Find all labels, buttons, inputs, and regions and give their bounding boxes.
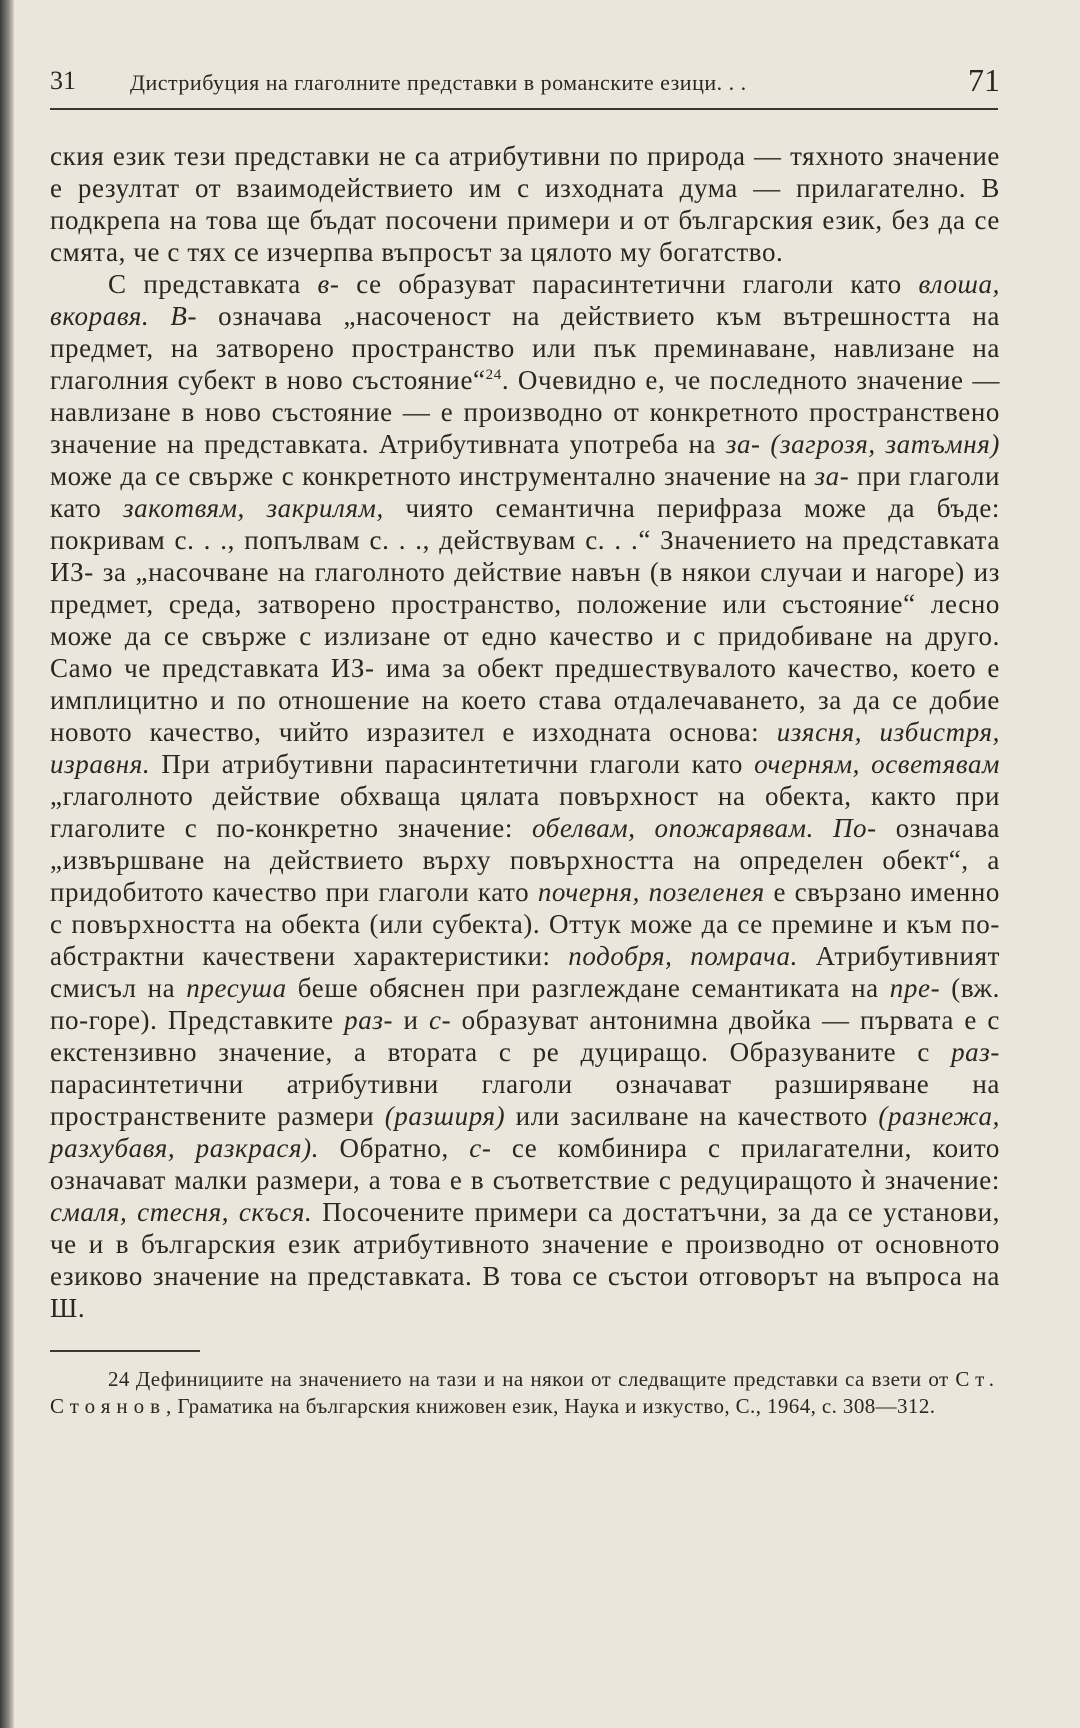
italic-term: с- <box>429 1005 452 1035</box>
italic-term: обелвам, опожарявам. По- <box>531 813 877 843</box>
text-run: се комбинира с прилагателни, които означават малки размери, а това е в съответствие с редуциращото ѝ значение: <box>50 1133 1000 1195</box>
text-run: или засилване на качеството <box>505 1101 879 1131</box>
header-rule <box>50 108 998 110</box>
italic-term: (разширя) <box>384 1101 506 1131</box>
footnote-text-end: , Граматика на българския книжовен език, Наука и изкуство, С., 1964, с. 308—312. <box>166 1394 936 1418</box>
text-run: се образуват парасинтетични глаголи като <box>339 269 919 299</box>
italic-term: почерня, позеленея <box>537 877 765 907</box>
italic-term: пресуша <box>186 973 287 1003</box>
text-run <box>149 301 170 331</box>
book-page <box>50 58 1002 1420</box>
text-run: означава „извършване на действието върху повърхността на определен обект“, а придобитото качество при глаголи като <box>50 813 1001 907</box>
text-run: и <box>393 1005 430 1035</box>
italic-term: раз- <box>344 1005 394 1035</box>
text-run: „глаголното действие обхваща цялата повърхност на обекта, както при глаголите с по-конкретно значение: <box>50 781 1000 843</box>
paragraph <box>50 140 1000 268</box>
text-run: парасинтетични атрибутивни глаголи означават разширяване на пространствените размери <box>50 1069 1000 1131</box>
footnote-text-start: Дефинициите на значението на тази и на някои от следващите представки са взети от <box>135 1367 956 1391</box>
text-run: е свързано именно с повърхността на обекта (или субекта). Оттук може да се премине и към по-абстрактни качествени характеристики: <box>50 877 1000 971</box>
italic-term: подобря, помрача. <box>568 941 798 971</box>
text-run: При атрибутивни парасинтетични глаголи като <box>150 749 755 779</box>
page-number: 71 <box>968 62 1000 98</box>
italic-term: смаля, стесня, скъся. <box>50 1197 313 1227</box>
text-run: С представката <box>108 269 318 299</box>
running-title: Дистрибуция на глаголните представки в романските езици. . . <box>130 70 747 95</box>
italic-term: изясня, избистря, изравня. <box>50 717 1000 779</box>
italic-term: влоша, вкоравя. <box>50 269 1000 331</box>
footnote-rule <box>50 1350 200 1352</box>
body-text <box>50 140 1000 1324</box>
book-spine-shadow <box>0 0 14 1728</box>
italic-term: за- (загрозя, затъмня) <box>725 429 1000 459</box>
italic-term: закотвям, закрилям, <box>122 493 384 523</box>
footnote <box>50 1366 1000 1420</box>
footnote-number: 24 <box>108 1367 130 1391</box>
text-run: Посочените примери са достатъчни, за да се установи, че и в българския език атрибутивното значение е производно от основното езиково значение на представката. В това се състои отговорът на въпроса на Ш. <box>50 1197 1000 1323</box>
text-run: означава „насоченост на действието към вътрешността на предмет, на затворено пространство или пък преминаване, навлизане на глаголния субект в ново състояние“ <box>50 301 1000 395</box>
footnote-ref: 24 <box>485 367 502 383</box>
italic-term: в- <box>317 269 340 299</box>
paragraph <box>50 268 1000 1324</box>
italic-term: раз- <box>951 1037 1000 1067</box>
text-run: Обратно, <box>319 1133 470 1163</box>
text-run: Атрибутивният смисъл на <box>50 941 1000 1003</box>
running-header <box>50 58 1002 104</box>
italic-term: с- <box>469 1133 492 1163</box>
text-run: беше обяснен при разглеждане семантиката на <box>286 973 890 1003</box>
text-run: при глаголи като <box>50 461 1000 523</box>
italic-term: за- <box>814 461 850 491</box>
italic-term: В- <box>170 301 198 331</box>
text-run: образуват антонимна двойка — първата е с екстензивно значение, а втората с ре дуциращо. Образуваните с <box>50 1005 1001 1067</box>
italic-term: очерням, осветявам <box>754 749 1000 779</box>
text-run: ския език тези представки не са атрибутивни по природа — тяхното значение е резултат от взаимодействието им с изходната дума — прилагателно. В подкрепа на това ще бъдат посочени примери и от българския език, без да се смята, че с тях се изчерпва въпросът за цялото му богатство. <box>50 141 1000 267</box>
text-run: може да се свърже с конкретното инструментално значение на <box>50 461 815 491</box>
italic-term: пре- <box>889 973 941 1003</box>
text-run: (вж. по-горе). Представките <box>50 973 1000 1035</box>
italic-term: (разнежа, разхубавя, разкрася). <box>50 1101 1000 1163</box>
chapter-number: 31 <box>50 66 76 95</box>
footnote-author: Ст. Стоянов <box>50 1367 1000 1418</box>
text-run: чиято семантична перифраза може да бъде: покривам с. . ., попълвам с. . ., действувам с. . .“ Значението на представката ИЗ- за „насочване на глаголното действие навън (в някои случаи и нагоре) из предмет, среда, затворено пространство, положение или състояние“ лесно може да се свърже с излизане от едно качество и с придобиване на друго. Само че представката ИЗ- има за обект предшествувалото качество, което е имплицитно и по отношение на което става отдалечаването, за да се добие новото качество, чийто изразител е изходната основа: <box>50 493 1001 747</box>
text-run: . Очевидно е, че последното значение — навлизане в ново състояние — е производно от конкретното пространствено значение на представката. Атрибутивната употреба на <box>50 365 1000 459</box>
